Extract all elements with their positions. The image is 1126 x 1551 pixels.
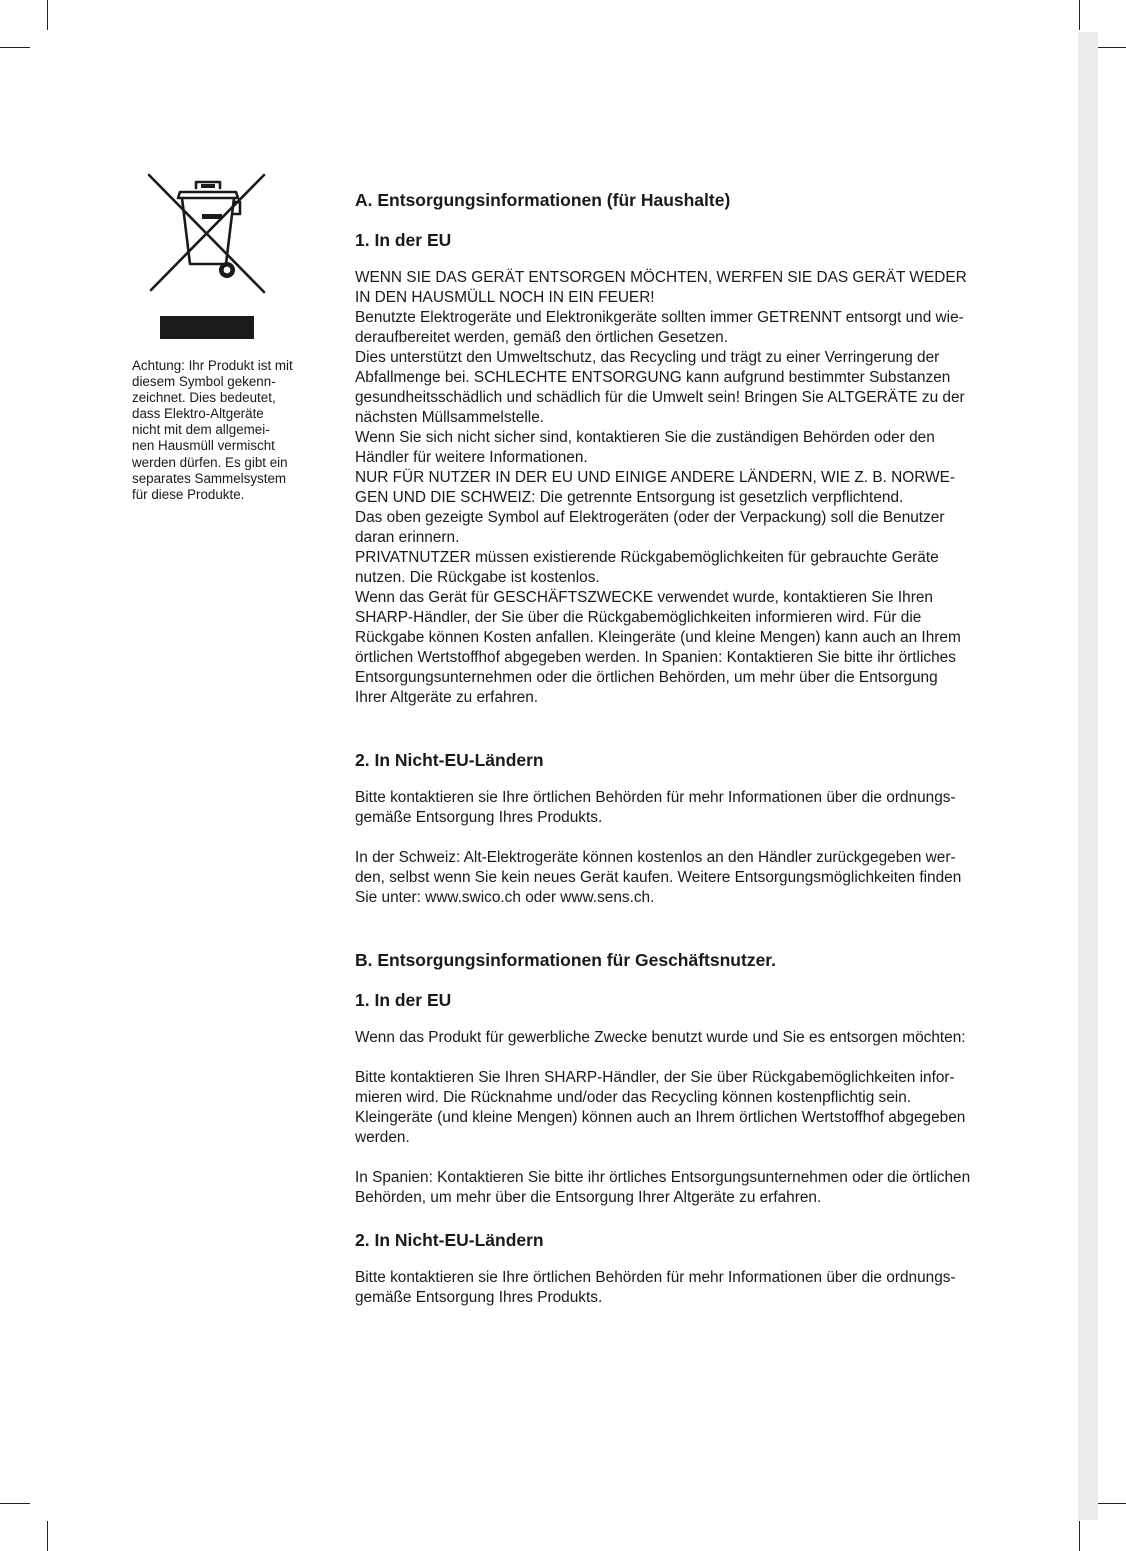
text-line: mieren wird. Die Rücknahme und/oder das Recycling können kostenpflichtig sein. xyxy=(355,1089,912,1106)
crop-mark-bottom-right-vertical xyxy=(1079,1521,1080,1551)
section-b-eu-paragraph-2 xyxy=(355,1068,965,1148)
text-line: gesundheitsschädlich und schädlich für die Umwelt sein! Bringen Sie ALTGERÄTE zu der xyxy=(355,389,965,406)
crop-mark-bottom-left-vertical xyxy=(47,1521,48,1551)
text-line: Ihrer Altgeräte zu erfahren. xyxy=(355,689,539,706)
note-line: dass Elektro-Altgeräte xyxy=(132,406,264,422)
section-b-non-eu-paragraph-1 xyxy=(355,1268,956,1308)
text-line: Entsorgungsunternehmen oder die örtlichen Behörden, um mehr über die Entsorgung xyxy=(355,669,938,686)
crop-mark-top-right-horizontal xyxy=(1096,47,1126,48)
text-line: nächsten Müllsammelstelle. xyxy=(355,409,545,426)
note-line: werden dürfen. Es gibt ein xyxy=(132,454,288,470)
note-line: separates Sammelsystem xyxy=(132,470,287,486)
note-line: Achtung: Ihr Produkt ist mit xyxy=(132,358,293,373)
text-line: Behörden, um mehr über die Entsorgung Ihrer Altgeräte zu erfahren. xyxy=(355,1189,822,1206)
text-line: Abfallmenge bei. SCHLECHTE ENTSORGUNG kann aufgrund bestimmter Substanzen xyxy=(355,369,951,386)
note-line: für diese Produkte. xyxy=(132,486,245,502)
symbol-underline-bar xyxy=(160,316,254,339)
text-line: daran erinnern. xyxy=(355,529,460,546)
text-line: Bitte kontaktieren Sie Ihren SHARP-Händler, der Sie über Rückgabemöglichkeiten infor- xyxy=(355,1069,955,1086)
section-a-title: A. Entsorgungsinformationen (für Haushalte) xyxy=(355,190,731,210)
text-line: deraufbereitet werden, gemäß den örtlichen Gesetzen. xyxy=(355,329,729,346)
text-line: Dies unterstützt den Umweltschutz, das Recycling und trägt zu einer Verringerung der xyxy=(355,349,940,366)
text-line: nutzen. Die Rückgabe ist kostenlos. xyxy=(355,569,600,586)
text-line: GEN UND DIE SCHWEIZ: Die getrennte Entsorgung ist gesetzlich verpflichtend. xyxy=(355,489,904,506)
text-line: Bitte kontaktieren sie Ihre örtlichen Behörden für mehr Informationen über die ordnungs- xyxy=(355,1269,956,1286)
note-line: diesem Symbol gekenn- xyxy=(132,374,276,390)
text-line: SHARP-Händler, der Sie über die Rückgabemöglichkeiten informieren wird. Für die xyxy=(355,609,922,626)
text-line: Wenn das Gerät für GESCHÄFTSZWECKE verwendet wurde, kontaktieren Sie Ihren xyxy=(355,589,933,606)
page-edge-strip xyxy=(1078,32,1098,1520)
section-a-non-eu-paragraph-1 xyxy=(355,788,956,828)
crop-mark-bottom-right-horizontal xyxy=(1096,1503,1126,1504)
text-line: Das oben gezeigte Symbol auf Elektrogeräten (oder der Verpackung) soll die Benutzer xyxy=(355,509,945,526)
note-line: zeichnet. Dies bedeutet, xyxy=(132,390,276,406)
text-line: gemäße Entsorgung Ihres Produkts. xyxy=(355,1289,603,1306)
section-a-eu-heading: 1. In der EU xyxy=(355,230,452,250)
text-line: NUR FÜR NUTZER IN DER EU UND EINIGE ANDERE LÄNDERN, WIE Z. B. NORWE- xyxy=(355,469,955,486)
text-line: Rückgabe können Kosten anfallen. Kleingeräte (und kleine Mengen) kann auch an Ihrem xyxy=(355,629,961,646)
text-line: Sie unter: www.swico.ch oder www.sens.ch. xyxy=(355,889,655,906)
crop-mark-bottom-left-horizontal xyxy=(0,1503,30,1504)
section-b-eu-paragraph-3 xyxy=(355,1168,970,1208)
section-b-eu-paragraph-1 xyxy=(355,1028,966,1048)
text-line: gemäße Entsorgung Ihres Produkts. xyxy=(355,809,603,826)
section-a-non-eu-paragraph-2 xyxy=(355,848,961,908)
section-b-non-eu-heading: 2. In Nicht-EU-Ländern xyxy=(355,1230,544,1250)
text-line: Wenn Sie sich nicht sicher sind, kontaktieren Sie die zuständigen Behörden oder den xyxy=(355,429,935,446)
note-line: nen Hausmüll vermischt xyxy=(132,438,275,454)
text-line: PRIVATNUTZER müssen existierende Rückgabemöglichkeiten für gebrauchte Geräte xyxy=(355,549,939,566)
section-a-eu-text xyxy=(355,268,967,708)
text-line: Bitte kontaktieren sie Ihre örtlichen Behörden für mehr Informationen über die ordnungs- xyxy=(355,789,956,806)
text-line: den, selbst wenn Sie kein neues Gerät kaufen. Weitere Entsorgungsmöglichkeiten finden xyxy=(355,869,962,886)
text-line: In der Schweiz: Alt-Elektrogeräte können kostenlos an den Händler zurückgegeben wer- xyxy=(355,849,956,866)
text-line: Benutzte Elektrogeräte und Elektronikgeräte sollten immer GETRENNT entsorgt und wie- xyxy=(355,309,964,326)
text-line: WENN SIE DAS GERÄT ENTSORGEN MÖCHTEN, WERFEN SIE DAS GERÄT WEDER xyxy=(355,269,967,286)
crossed-out-wheelie-bin-icon xyxy=(146,172,268,296)
section-b-title: B. Entsorgungsinformationen für Geschäftsnutzer. xyxy=(355,950,777,970)
text-line: Kleingeräte (und kleine Mengen) können auch an Ihrem örtlichen Wertstoffhof abgegeben xyxy=(355,1109,966,1126)
text-line: Händler für weitere Informationen. xyxy=(355,449,588,466)
section-b-eu-heading: 1. In der EU xyxy=(355,990,452,1010)
text-line: In Spanien: Kontaktieren Sie bitte ihr örtliches Entsorgungsunternehmen oder die örtlichen xyxy=(355,1169,971,1186)
note-line: nicht mit dem allgemei- xyxy=(132,422,270,438)
crop-mark-top-right-vertical xyxy=(1079,0,1080,30)
text-line: örtlichen Wertstoffhof abgegeben werden. In Spanien: Kontaktieren Sie bitte ihr örtliches xyxy=(355,649,956,666)
section-a-non-eu-heading: 2. In Nicht-EU-Ländern xyxy=(355,750,544,770)
text-line: Wenn das Produkt für gewerbliche Zwecke benutzt wurde und Sie es entsorgen möchten: xyxy=(355,1029,966,1046)
symbol-explanation-note xyxy=(132,358,308,503)
text-line: werden. xyxy=(355,1129,410,1146)
crop-mark-top-left-horizontal xyxy=(0,47,30,48)
crop-mark-top-left-vertical xyxy=(47,0,48,30)
text-line: IN DEN HAUSMÜLL NOCH IN EIN FEUER! xyxy=(355,289,655,306)
